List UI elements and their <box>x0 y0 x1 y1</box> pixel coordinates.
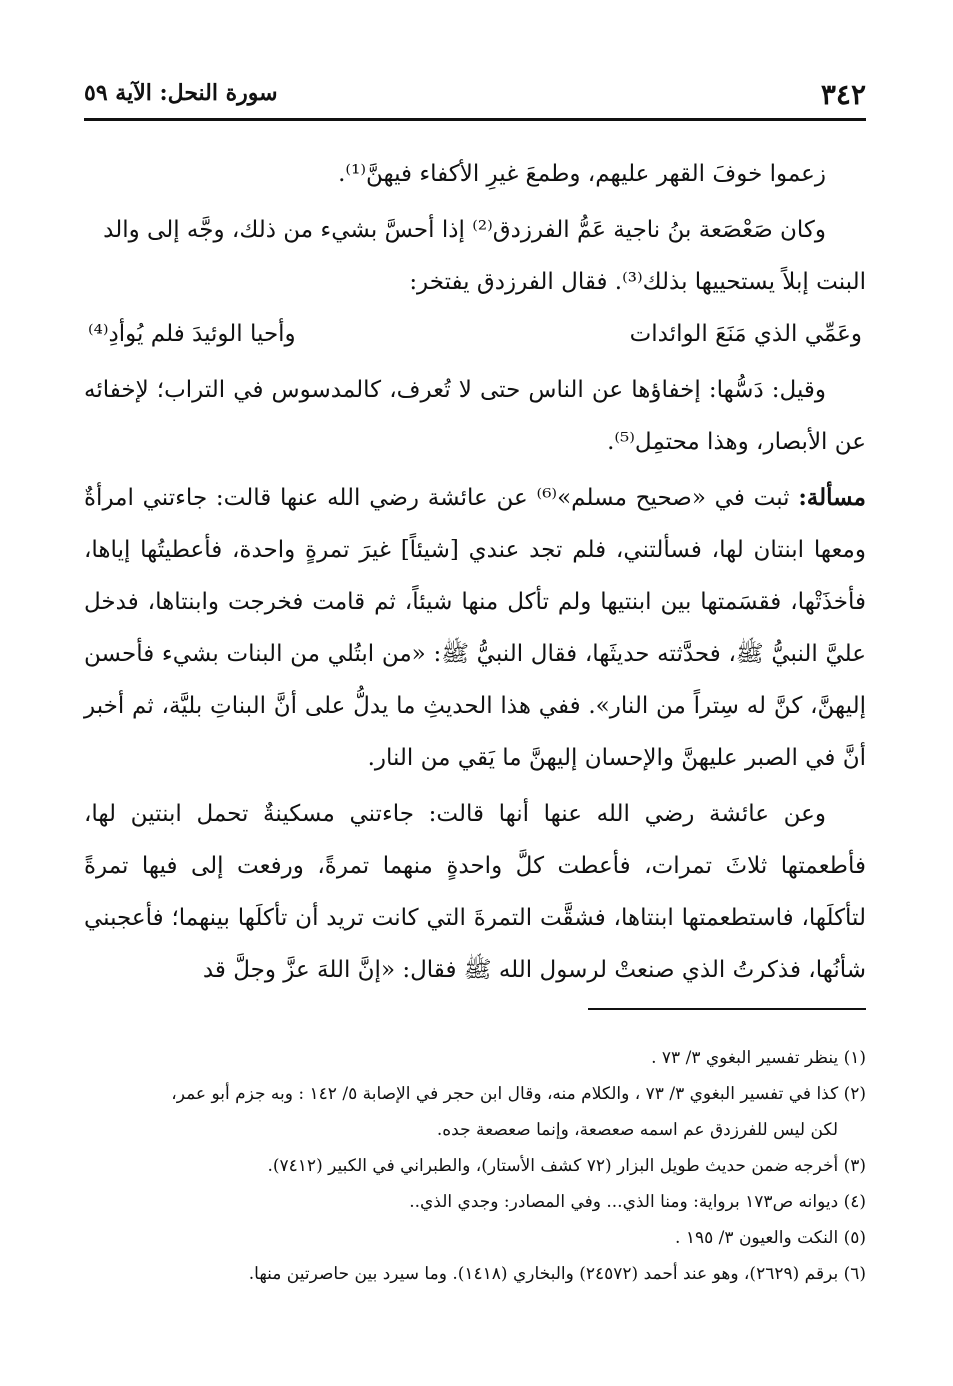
verse-second-hemistich: وأحيا الوئيدَ فلم يُوأدِ⁽⁴⁾ <box>88 321 296 347</box>
header-rule <box>84 118 866 121</box>
footnotes <box>84 1040 866 1292</box>
footnote-rule <box>588 1008 866 1010</box>
paragraph-5: وعن عائشة رضي الله عنها أنها قالت: جاءتني مسكينةٌ تحمل ابنتين لها، فأطعمتها ثلاثَ تمرات، فأعطت كلَّ واحدةٍ منهما تمرةً، ورفعت إلى فيها تمرةً لتأكلَها، فاستطعمتها ابنتاها، فشقَّت التمرةَ التي كانت تريد أن تأكلَها بينهما؛ فأعجبني شأنُها، فذكرتُ الذي صنعتْ لرسول الله ﷺ فقال: «إنَّ اللهَ عزَّ وجلَّ قد <box>84 801 866 983</box>
page-number: ٣٤٢ <box>820 78 866 111</box>
paragraph-3: وقيل: دَسُّها: إخفاؤها عن الناس حتى لا تُعرف، كالمدسوس في التراب؛ لإخفائه عن الأبصار، وهذا محتمِل⁽⁵⁾. <box>84 377 866 455</box>
paragraph-4-text: ثبت في «صحيح مسلم»⁽⁶⁾ عن عائشة رضي الله عنها قالت: جاءتني امرأةٌ ومعها ابنتان لها، فسألتني، فلم تجد عندي [شيئاً] غيرَ تمرةٍ واحدة، فأعطيتُها إياها، فأخذَتْها، فقسَمتها بين ابنتيها ولم تأكل منها شيئاً، ثم قامت فخرجت وابنتاها، فدخل عليَّ النبيُّ ﷺ، فحدَّثته حديثَها، فقال النبيُّ ﷺ: «من ابتُلي من البنات بشيء فأحسن إليهنَّ، كنَّ له سِتراً من النار». ففي هذا الحديثِ ما يدلُّ على أنَّ البناتِ بليَّة، ثم أخبر أنَّ في الصبر عليهنَّ والإحسان إليهنَّ ما يَقي من النار. <box>84 485 866 771</box>
paragraph-2-line-2: البنت إبلاً يستحييها بذلك⁽³⁾. فقال الفرزدق يفتخر: <box>409 269 866 295</box>
footnote-2-line-1: (٢) كذا في تفسير البغوي ٣/ ٧٣ ، والكلام منه، وقال ابن حجر في الإصابة ٥/ ١٤٢ : وبه جزم أبو عمر، <box>171 1084 866 1104</box>
paragraph-1: زعموا خوفَ القهر عليهم، وطمعَ غيرِ الأكفاء فيهنَّ⁽¹⁾. <box>338 161 826 187</box>
main-text <box>84 148 866 996</box>
footnote-6: (٦) برقم (٢٦٢٩)، وهو عند أحمد (٢٤٥٧٢) والبخاري (١٤١٨). وما سيرد بين حاصرتين منها. <box>248 1264 866 1284</box>
page-header <box>84 76 866 116</box>
poetry-verse <box>84 308 866 360</box>
issue-heading: مسألة: <box>798 484 866 511</box>
running-title: سورة النحل: الآية ٥٩ <box>84 80 278 106</box>
footnote-2-line-2: لكن ليس للفرزدق عم اسمه صعصعة، وإنما صعصعة جده. <box>436 1120 838 1140</box>
footnote-3: (٣) أخرجه ضمن حديث طويل البزار (٧٢ كشف الأستار)، والطبراني في الكبير (٧٤١٢). <box>267 1156 866 1176</box>
footnote-1: (١) ينظر تفسير البغوي ٣/ ٧٣ . <box>651 1048 866 1068</box>
footnote-4: (٤) ديوانه ص١٧٣ برواية: ومنا الذي... وفي المصادر: وجدي الذي.. <box>409 1192 866 1212</box>
paragraph-4 <box>84 472 866 784</box>
footnote-5: (٥) النكت والعيون ٣/ ١٩٥ . <box>675 1228 866 1248</box>
paragraph-2-line-1: وكان صَعْصَعة بنُ ناجية عَمُّ الفرزدق⁽²⁾ إذا أحسَّ بشيء من ذلك، وجَّه إلى والد <box>103 217 826 243</box>
verse-first-hemistich: وعَمِّي الذي مَنَعَ الوائدات <box>629 321 862 347</box>
